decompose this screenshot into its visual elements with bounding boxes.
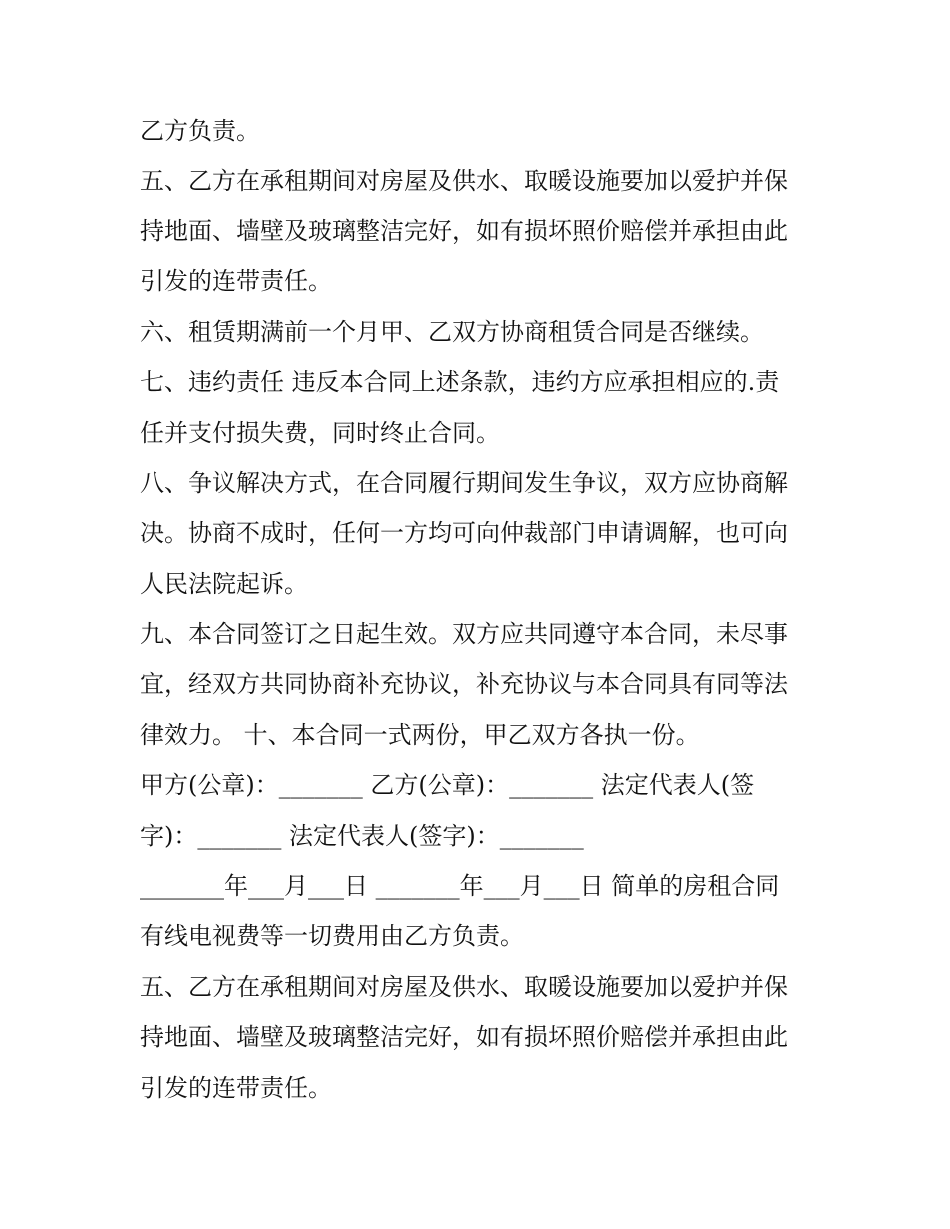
text-line: 引发的连带责任。 bbox=[140, 1074, 332, 1102]
text-line: 持地面、墙壁及玻璃整洁完好，如有损坏照价赔偿并承担由此 bbox=[140, 217, 788, 245]
text-line: _______年___月___日 _______年___月___日 简单的房租合同 bbox=[140, 872, 780, 900]
text-line: 有线电视费等一切费用由乙方负责。 bbox=[140, 922, 524, 950]
text-line: 人民法院起诉。 bbox=[140, 570, 308, 598]
text-line: 乙方负责。 bbox=[140, 117, 260, 145]
text-line: 宜，经双方共同协商补充协议，补充协议与本合同具有同等法 bbox=[140, 670, 788, 698]
text-line: 任并支付损失费，同时终止合同。 bbox=[140, 419, 500, 447]
text-line: 持地面、墙壁及玻璃整洁完好，如有损坏照价赔偿并承担由此 bbox=[140, 1023, 788, 1051]
text-line: 字)：_______ 法定代表人(签字)：_______ bbox=[140, 822, 584, 850]
text-line: 六、租赁期满前一个月甲、乙双方协商租赁合同是否继续。 bbox=[140, 318, 764, 346]
text-line: 甲方(公章)：_______ 乙方(公章)：_______ 法定代表人(签 bbox=[140, 771, 755, 799]
text-line: 引发的连带责任。 bbox=[140, 267, 332, 295]
text-line: 九、本合同签订之日起生效。双方应共同遵守本合同，未尽事 bbox=[140, 620, 788, 648]
text-line: 五、乙方在承租期间对房屋及供水、取暖设施要加以爱护并保 bbox=[140, 167, 788, 195]
text-line: 五、乙方在承租期间对房屋及供水、取暖设施要加以爱护并保 bbox=[140, 973, 788, 1001]
text-line: 决。协商不成时，任何一方均可向仲裁部门申请调解，也可向 bbox=[140, 519, 788, 547]
text-line: 八、争议解决方式，在合同履行期间发生争议，双方应协商解 bbox=[140, 469, 788, 497]
text-line: 七、违约责任 违反本合同上述条款，违约方应承担相应的.责 bbox=[140, 368, 780, 396]
text-line: 律效力。 十、本合同一式两份，甲乙双方各执一份。 bbox=[140, 721, 700, 749]
